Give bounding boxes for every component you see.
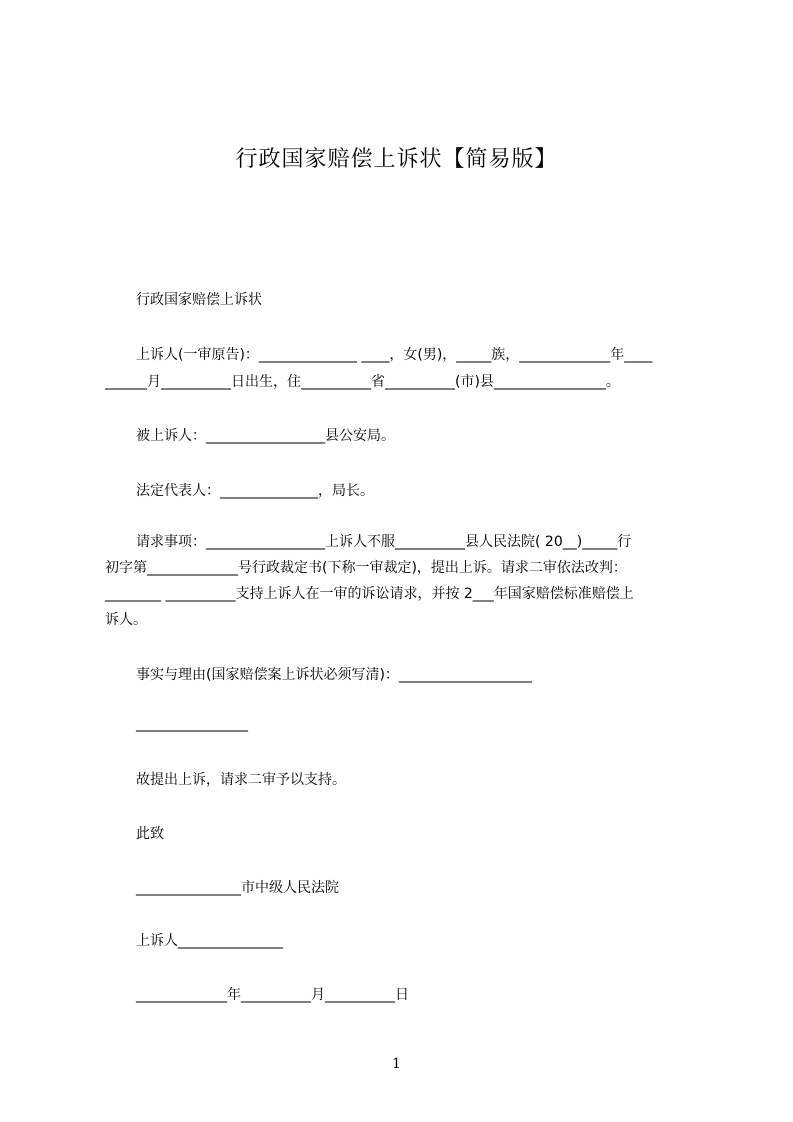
document-title: 行政国家赔偿上诉状【简易版】 — [235, 147, 558, 172]
appellee-line: 被上诉人：_________________县公安局。 — [136, 428, 395, 444]
facts-line-2: ________________ — [136, 716, 248, 732]
signature-line: 上诉人_______________ — [136, 933, 283, 949]
request-line-1: 请求事项：_________________上诉人不服__________县人民法院( 20__)_____行 — [136, 534, 632, 550]
court-line: _______________市中级人民法院 — [136, 880, 339, 896]
salutation: 此致 — [136, 826, 164, 842]
section-heading: 行政国家赔偿上诉状 — [136, 292, 262, 308]
legal-representative-line: 法定代表人：______________，局长。 — [136, 483, 374, 499]
request-line-2: 初字第_____________号行政裁定书(下称一审裁定)，提出上诉。请求二审依法改判： — [105, 560, 627, 576]
closing-statement: 故提出上诉，请求二审予以支持。 — [136, 772, 346, 788]
date-line: _____________年__________月__________日 — [136, 987, 409, 1003]
page-number: 1 — [392, 1056, 401, 1072]
appellant-line-2: ______月__________日出生，住__________省__________(市)县________________。 — [105, 374, 620, 390]
facts-line-1: 事实与理由(国家赔偿案上诉状必须写清)：___________________ — [136, 667, 532, 683]
appellant-line-1: 上诉人(一审原告)：______________ ____，女(男)，_____族，_____________年____ — [136, 347, 653, 363]
request-line-4: 诉人。 — [105, 612, 147, 628]
request-line-3: ________ __________支持上诉人在一审的诉讼请求，并按 2___年国家赔偿标准赔偿上 — [105, 586, 634, 602]
